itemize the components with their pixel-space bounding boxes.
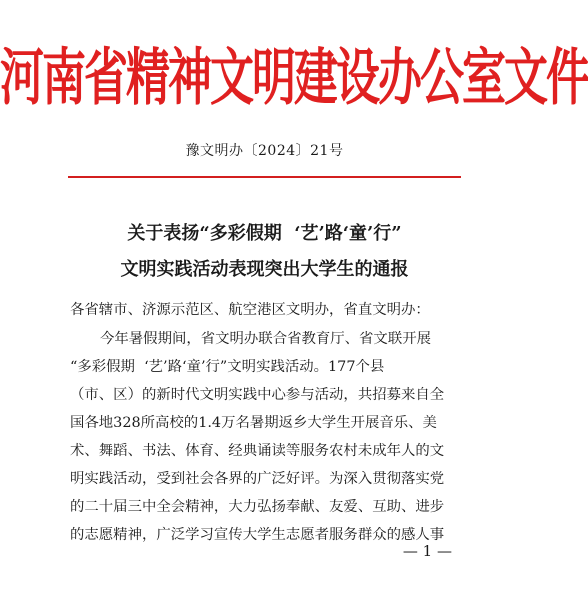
body-line: 术、舞蹈、书法、体育、经典诵读等服务农村未成年人的文 xyxy=(70,443,445,459)
body-line: 的志愿精神，广泛学习宣传大学生志愿者服务群众的感人事 xyxy=(70,527,445,543)
notice-title-line-1: 关于表扬“多彩假期 ‘艺’路‘童’行” xyxy=(127,223,402,244)
body-line: 国各地328所高校的1.4万名暑期返乡大学生开展音乐、美 xyxy=(70,415,437,431)
body-line: 今年暑假期间，省文明办联合省教育厅、省文联开展 xyxy=(100,331,431,347)
masthead-title: 河南省精神文明建设办公室文件 xyxy=(0,42,588,114)
red-divider-line xyxy=(68,176,461,178)
page-number: — 1 — xyxy=(402,542,452,560)
body-line: （市、区）的新时代文明实践中心参与活动，共招募来自全 xyxy=(70,387,445,403)
body-line: “多彩假期 ‘艺’路‘童’行”文明实践活动。177个县 xyxy=(70,359,385,375)
document-number: 豫文明办〔2024〕21号 xyxy=(185,143,344,159)
body-line: 的二十届三中全会精神，大力弘扬奉献、友爱、互助、进步 xyxy=(70,499,445,515)
salutation: 各省辖市、济源示范区、航空港区文明办，省直文明办： xyxy=(70,302,430,318)
body-line: 明实践活动，受到社会各界的广泛好评。为深入贯彻落实党 xyxy=(70,471,445,487)
notice-title-line-2: 文明实践活动表现突出大学生的通报 xyxy=(120,259,409,280)
